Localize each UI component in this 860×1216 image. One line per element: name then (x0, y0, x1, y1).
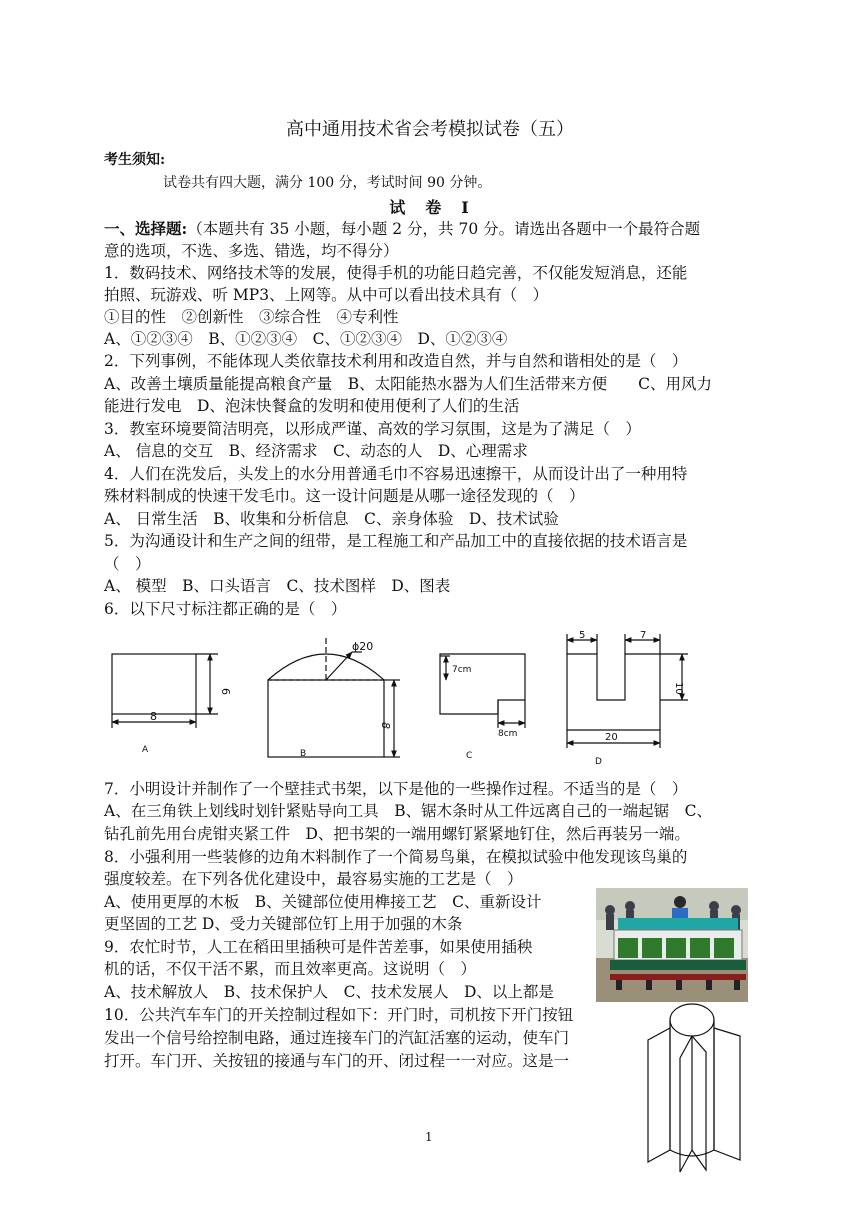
notice-text: 试卷共有四大题，满分 100 分，考试时间 90 分钟。 (163, 175, 492, 191)
dim-d-left: 5 (579, 630, 586, 641)
dimension-figures (100, 630, 700, 775)
q1-line: A、①②③④ B、①②③④ C、①②③④ D、①②③④ (104, 330, 508, 348)
q7-line: A、在三角铁上划线时划针紧贴导向工具 B、锯木条时从工件远离自己的一端起锯 C、 (104, 802, 712, 820)
notice-heading: 考生须知: (104, 152, 166, 168)
section-heading: 试 卷 Ⅰ (389, 198, 471, 217)
part1-desc-line2: 意的选项，不选、多选、错选，均不得分） (104, 242, 399, 260)
page-number: 1 (425, 1130, 433, 1144)
dim-a-h: 6 (219, 688, 232, 695)
q9-line: 9．农忙时节，人工在稻田里插秧可是件苦差事，如果使用插秧 (104, 938, 533, 956)
dim-b-dia: ϕ20 (352, 640, 374, 653)
figure-c-shape (440, 654, 525, 714)
q5-line: 5．为沟通设计和生产之间的纽带，是工程施工和产品加工中的直接依据的技术语言是 (104, 532, 688, 550)
q2-line: 能进行发电 D、泡沫快餐盒的发明和使用便利了人们的生活 (104, 397, 520, 415)
q5-line: （ ） (104, 555, 151, 573)
q8-line: A、使用更厚的木板 B、关键部位使用榫接工艺 C、重新设计 (104, 893, 542, 911)
page-title: 高中通用技术省会考模拟试卷（五） (286, 119, 574, 140)
q8-line: 8．小强利用一些装修的边角木料制作了一个简易鸟巢，在模拟试验中他发现该鸟巢的 (104, 848, 688, 866)
rice-transplanter-photo (596, 888, 748, 1002)
q7-line: 钻孔前先用台虎钳夹紧工件 D、把书架的一端用螺钉紧紧地钉住，然后再装另一端。 (104, 825, 690, 843)
q1-line: ①目的性 ②创新性 ③综合性 ④专利性 (104, 308, 399, 326)
part1-heading (104, 218, 700, 240)
q8-line: 更坚固的工艺 D、受力关键部位钉上用于加强的木条 (104, 915, 463, 933)
dim-d-right: 7 (640, 630, 647, 641)
q4-line: A、 日常生活 B、收集和分析信息 C、亲身体验 D、技术试验 (104, 510, 559, 528)
part1-label: 一、选择题: (104, 219, 188, 238)
q10-line: 发出一个信号给控制电路，通过连接车门的汽缸活塞的运动，使车门 (104, 1029, 570, 1047)
dim-a-w: 8 (150, 710, 157, 723)
dim-d-w: 20 (605, 732, 618, 743)
q9-line: A、技术解放人 B、技术保护人 C、技术发展人 D、以上都是 (104, 983, 554, 1001)
part1-desc: （本题共有 35 小题，每小题 2 分，共 70 分。请选出各题中一个最符合题 (187, 220, 701, 238)
fig-label-b: B (300, 749, 307, 759)
figure-d-shape (567, 654, 660, 730)
dim-d-h: 10 (673, 682, 684, 695)
q9-line: 机的话，不仅干活不累，而且效率更高。这说明（ ） (104, 960, 477, 978)
fig-label-a: A (142, 745, 149, 755)
q6-line: 6．以下尺寸标注都正确的是（ ） (104, 600, 347, 618)
q7-line: 7．小明设计并制作了一个壁挂式书架，以下是他的一些操作过程。不适当的是（ ） (104, 780, 688, 798)
fig-label-d: D (595, 757, 602, 767)
dim-b-h: 8 (379, 722, 392, 729)
fin-cylinder-figure (636, 1000, 748, 1175)
q10-line: 打开。车门开、关按钮的接通与车门的开、闭过程一一对应。这是一 (104, 1052, 570, 1070)
dim-c-w: 8cm (498, 729, 518, 739)
figure-a-rect (112, 654, 196, 714)
q10-line: 10．公共汽车车门的开关控制过程如下：开门时，司机按下开门按钮 (104, 1006, 574, 1024)
q3-line: 3．教室环境要简洁明亮，以形成严谨、高效的学习氛围，这是为了满足（ ） (104, 420, 641, 438)
q8-line: 强度较差。在下列各优化建设中，最容易实施的工艺是（ ） (104, 870, 523, 888)
q1-line: 拍照、玩游戏、听 MP3、上网等。从中可以看出技术具有（ ） (104, 286, 549, 304)
q2-line: A、改善土壤质量能提高粮食产量 B、太阳能热水器为人们生活带来方便 C、用风力 (104, 375, 712, 393)
fig-label-c: C (466, 751, 473, 761)
q4-line: 4．人们在洗发后，头发上的水分用普通毛巾不容易迅速擦干，从而设计出了一种用特 (104, 465, 688, 483)
q2-line: 2．下列事例，不能体现人类依靠技术利用和改造自然，并与自然和谐相处的是（ ） (104, 352, 688, 370)
q3-line: A、 信息的交互 B、经济需求 C、动态的人 D、心理需求 (104, 442, 528, 460)
q1-line: 1．数码技术、网络技术等的发展，使得手机的功能日趋完善，不仅能发短消息，还能 (104, 264, 688, 282)
dim-c-h: 7cm (452, 665, 472, 675)
q5-line: A、 模型 B、口头语言 C、技术图样 D、图表 (104, 577, 451, 595)
figure-b-rect (268, 680, 384, 757)
q4-line: 殊材料制成的快速干发毛巾。这一设计问题是从哪一途径发现的（ ） (104, 487, 585, 505)
